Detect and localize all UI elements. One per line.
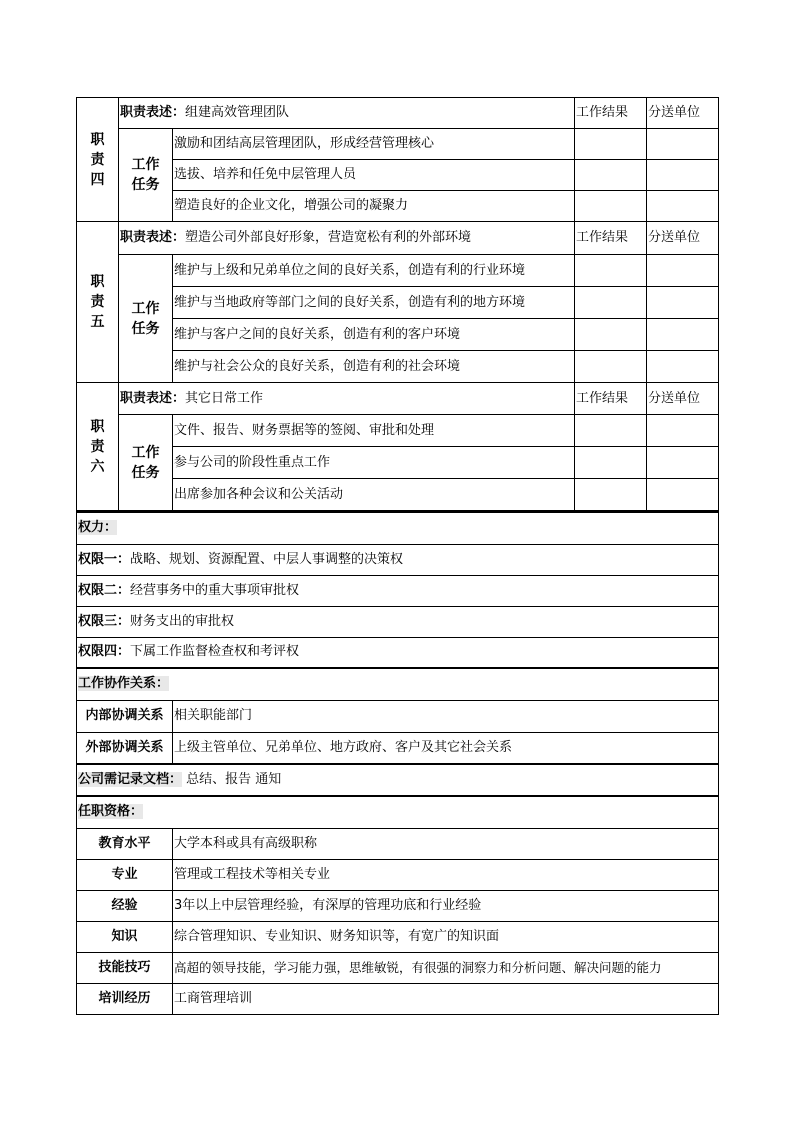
result-cell (575, 287, 647, 319)
skills-label: 技能技巧 (77, 952, 173, 983)
power-row (77, 637, 719, 668)
knowledge-label: 知识 (77, 921, 173, 952)
duty-4-task-1: 激励和团结高层管理团队，形成经营管理核心 (173, 129, 575, 160)
dest-cell (647, 415, 719, 447)
duty-5-description: 职责表述：塑造公司外部良好形象，营造宽松有利的外部环境 (119, 222, 575, 255)
duty-5-task-2: 维护与当地政府等部门之间的良好关系，创造有利的地方环境 (173, 287, 575, 319)
duty-4-task-row (77, 160, 719, 191)
result-cell (575, 351, 647, 383)
qualification-row (77, 921, 719, 952)
power-row (77, 575, 719, 606)
duty-4-task-row (77, 129, 719, 160)
duty-6-task-2: 参与公司的阶段性重点工作 (173, 447, 575, 479)
dest-cell (647, 191, 719, 222)
work-result-header: 工作结果 (575, 98, 647, 129)
duty-4-task-row (77, 191, 719, 222)
distribution-header: 分送单位 (647, 222, 719, 255)
qualifications-title: 任职资格： (77, 796, 719, 828)
power-row (77, 606, 719, 637)
duty-6-task-row (77, 415, 719, 447)
work-result-header: 工作结果 (575, 222, 647, 255)
qualification-row (77, 983, 719, 1014)
job-description-sheet (76, 97, 718, 1015)
skills-value: 高超的领导技能，学习能力强，思维敏锐，有很强的洞察力和分析问题、解决问题的能力 (173, 952, 719, 983)
duty-4-side-label: 职 责 四 (77, 98, 119, 222)
result-cell (575, 415, 647, 447)
result-cell (575, 319, 647, 351)
duties-table (76, 97, 719, 511)
external-collab-label: 外部协调关系 (77, 732, 173, 764)
duty-5-task-4: 维护与社会公众的良好关系，创造有利的社会环境 (173, 351, 575, 383)
result-cell (575, 160, 647, 191)
distribution-header: 分送单位 (647, 98, 719, 129)
duty-5-header-row (77, 222, 719, 255)
duty-5-task-row (77, 319, 719, 351)
powers-title: 权力： (77, 512, 719, 544)
power-3: 权限三：财务支出的审批权 (77, 606, 719, 637)
details-table (76, 511, 719, 1015)
power-4: 权限四：下属工作监督检查权和考评权 (77, 637, 719, 668)
duty-5-task-3: 维护与客户之间的良好关系，创造有利的客户环境 (173, 319, 575, 351)
distribution-header: 分送单位 (647, 383, 719, 415)
dest-cell (647, 160, 719, 191)
duty-6-task-label: 工作 任务 (119, 415, 173, 511)
dest-cell (647, 287, 719, 319)
duty-6-side-label: 职 责 六 (77, 383, 119, 511)
work-result-header: 工作结果 (575, 383, 647, 415)
duty-5-task-row (77, 255, 719, 287)
qualification-row (77, 828, 719, 859)
duty-6-task-3: 出席参加各种会议和公关活动 (173, 479, 575, 511)
result-cell (575, 129, 647, 160)
duty-4-header-row (77, 98, 719, 129)
powers-title-row (77, 512, 719, 544)
collab-title: 工作协作关系： (77, 668, 719, 700)
result-cell (575, 479, 647, 511)
duty-5-task-row (77, 351, 719, 383)
major-label: 专业 (77, 859, 173, 890)
education-value: 大学本科或具有高级职称 (173, 828, 719, 859)
knowledge-value: 综合管理知识、专业知识、财务知识等，有宽广的知识面 (173, 921, 719, 952)
internal-collab-value: 相关职能部门 (173, 700, 719, 732)
duty-4-description: 职责表述：组建高效管理团队 (119, 98, 575, 129)
duty-6-description: 职责表述：其它日常工作 (119, 383, 575, 415)
dest-cell (647, 479, 719, 511)
power-2: 权限二：经营事务中的重大事项审批权 (77, 575, 719, 606)
docs-cell: 公司需记录文档： 总结、报告 通知 (77, 764, 719, 796)
duty-6-task-row (77, 479, 719, 511)
qualification-row (77, 952, 719, 983)
internal-collab-row (77, 700, 719, 732)
docs-row (77, 764, 719, 796)
duty-6-header-row (77, 383, 719, 415)
duty-5-task-row (77, 287, 719, 319)
training-value: 工商管理培训 (173, 983, 719, 1014)
duty-4-task-label: 工作 任务 (119, 129, 173, 222)
qualifications-title-row (77, 796, 719, 828)
power-row (77, 544, 719, 575)
dest-cell (647, 447, 719, 479)
dest-cell (647, 255, 719, 287)
duty-5-task-label: 工作 任务 (119, 255, 173, 383)
duty-6-task-1: 文件、报告、财务票据等的签阅、审批和处理 (173, 415, 575, 447)
duty-6-task-row (77, 447, 719, 479)
power-1: 权限一：战略、规划、资源配置、中层人事调整的决策权 (77, 544, 719, 575)
internal-collab-label: 内部协调关系 (77, 700, 173, 732)
dest-cell (647, 351, 719, 383)
duty-4-task-3: 塑造良好的企业文化，增强公司的凝聚力 (173, 191, 575, 222)
major-value: 管理或工程技术等相关专业 (173, 859, 719, 890)
result-cell (575, 447, 647, 479)
experience-label: 经验 (77, 890, 173, 921)
result-cell (575, 191, 647, 222)
dest-cell (647, 319, 719, 351)
external-collab-value: 上级主管单位、兄弟单位、地方政府、客户及其它社会关系 (173, 732, 719, 764)
result-cell (575, 255, 647, 287)
external-collab-row (77, 732, 719, 764)
dest-cell (647, 129, 719, 160)
duty-5-task-1: 维护与上级和兄弟单位之间的良好关系，创造有利的行业环境 (173, 255, 575, 287)
duty-5-side-label: 职 责 五 (77, 222, 119, 383)
qualification-row (77, 859, 719, 890)
training-label: 培训经历 (77, 983, 173, 1014)
experience-value: 3年以上中层管理经验，有深厚的管理功底和行业经验 (173, 890, 719, 921)
duty-4-task-2: 选拔、培养和任免中层管理人员 (173, 160, 575, 191)
qualification-row (77, 890, 719, 921)
education-label: 教育水平 (77, 828, 173, 859)
collab-title-row (77, 668, 719, 700)
